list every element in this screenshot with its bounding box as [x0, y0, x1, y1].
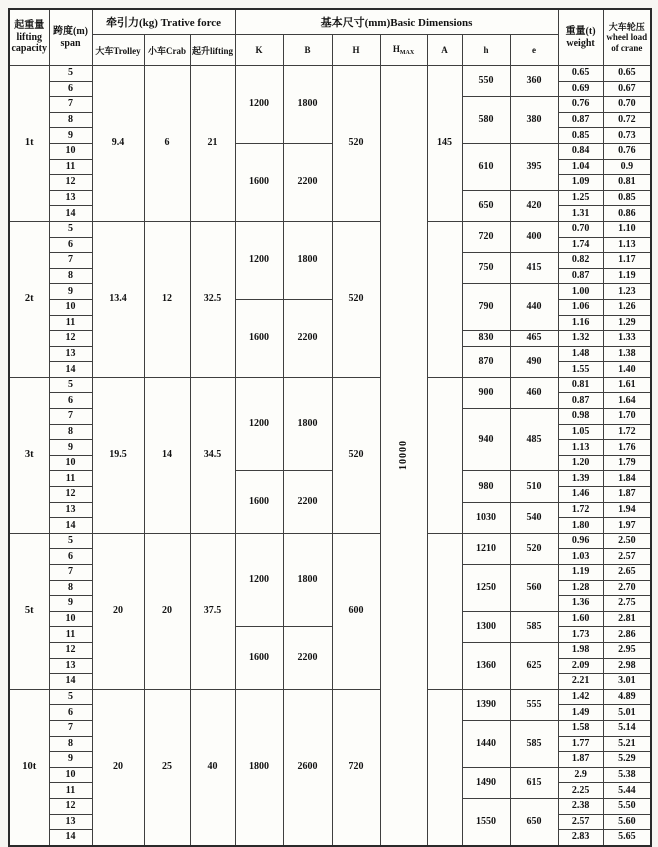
cell-weight: 0.87 — [558, 112, 603, 128]
cell-weight: 2.09 — [558, 658, 603, 674]
cell-trolley: 20 — [92, 533, 144, 689]
cell-span: 9 — [49, 128, 92, 144]
cell-e: 625 — [510, 642, 558, 689]
cell-weight: 1.13 — [558, 440, 603, 456]
cell-B: 2200 — [283, 143, 332, 221]
cell-span: 11 — [49, 159, 92, 175]
cell-span: 6 — [49, 393, 92, 409]
cell-K: 1600 — [235, 471, 283, 533]
cell-K: 1200 — [235, 533, 283, 627]
cell-trolley: 13.4 — [92, 221, 144, 377]
cell-span: 14 — [49, 206, 92, 222]
cell-wheel-load: 1.17 — [603, 253, 651, 269]
cell-crab: 25 — [144, 689, 190, 845]
cell-wheel-load: 2.65 — [603, 565, 651, 581]
cell-h: 1360 — [462, 642, 510, 689]
cell-weight: 0.69 — [558, 81, 603, 97]
cell-h: 650 — [462, 190, 510, 221]
cell-wheel-load: 4.89 — [603, 689, 651, 705]
cell-h: 870 — [462, 346, 510, 377]
cell-span: 10 — [49, 299, 92, 315]
cell-h: 790 — [462, 284, 510, 331]
cell-wheel-load: 2.86 — [603, 627, 651, 643]
cell-crab: 6 — [144, 66, 190, 222]
cell-weight: 0.98 — [558, 409, 603, 425]
table-row — [9, 377, 651, 393]
cell-weight: 1.36 — [558, 596, 603, 612]
cell-K: 1600 — [235, 299, 283, 377]
cell-wheel-load: 1.97 — [603, 518, 651, 534]
cell-weight: 0.87 — [558, 393, 603, 409]
header-dim-Hmax: $H_{MAX}$ — [380, 35, 427, 66]
cell-Hmax — [380, 66, 427, 846]
cell-wheel-load: 1.10 — [603, 221, 651, 237]
cell-A — [427, 221, 462, 377]
cell-span: 10 — [49, 143, 92, 159]
cell-H: 720 — [332, 689, 380, 845]
cell-lifting: 21 — [190, 66, 235, 222]
cell-e: 415 — [510, 253, 558, 284]
cell-wheel-load: 2.50 — [603, 533, 651, 549]
cell-weight: 0.70 — [558, 221, 603, 237]
cell-span: 8 — [49, 268, 92, 284]
cell-h: 1390 — [462, 689, 510, 720]
cell-wheel-load: 0.72 — [603, 112, 651, 128]
cell-e: 460 — [510, 377, 558, 408]
cell-h: 720 — [462, 221, 510, 252]
cell-h: 1490 — [462, 767, 510, 798]
cell-K: 1200 — [235, 66, 283, 144]
cell-span: 9 — [49, 596, 92, 612]
cell-wheel-load: 5.38 — [603, 767, 651, 783]
cell-weight: 0.85 — [558, 128, 603, 144]
cell-weight: 1.25 — [558, 190, 603, 206]
cell-A — [427, 377, 462, 533]
cell-wheel-load: 0.85 — [603, 190, 651, 206]
cell-wheel-load: 1.19 — [603, 268, 651, 284]
cell-wheel-load: 5.14 — [603, 720, 651, 736]
cell-crab: 20 — [144, 533, 190, 689]
cell-H: 520 — [332, 221, 380, 377]
cell-h: 940 — [462, 409, 510, 471]
cell-wheel-load: 1.61 — [603, 377, 651, 393]
cell-weight: 1.32 — [558, 331, 603, 347]
header-basic-dimensions: 基本尺寸(mm)Basic Dimensions — [235, 9, 558, 35]
cell-wheel-load: 1.64 — [603, 393, 651, 409]
cell-span: 5 — [49, 66, 92, 82]
cell-K: 1800 — [235, 689, 283, 845]
cell-e: 440 — [510, 284, 558, 331]
cell-span: 11 — [49, 471, 92, 487]
cell-span: 7 — [49, 720, 92, 736]
cell-weight: 1.16 — [558, 315, 603, 331]
cell-wheel-load: 2.70 — [603, 580, 651, 596]
cell-H: 600 — [332, 533, 380, 689]
table-body — [9, 66, 651, 846]
cell-weight: 1.46 — [558, 487, 603, 503]
cell-weight: 0.65 — [558, 66, 603, 82]
cell-wheel-load: 1.13 — [603, 237, 651, 253]
cell-weight: 1.60 — [558, 611, 603, 627]
cell-e: 490 — [510, 346, 558, 377]
cell-span: 7 — [49, 409, 92, 425]
cell-wheel-load: 1.38 — [603, 346, 651, 362]
cell-wheel-load: 1.70 — [603, 409, 651, 425]
cell-B: 2200 — [283, 471, 332, 533]
cell-h: 900 — [462, 377, 510, 408]
table-row — [9, 533, 651, 549]
cell-e: 510 — [510, 471, 558, 502]
cell-weight: 0.96 — [558, 533, 603, 549]
cell-wheel-load: 5.01 — [603, 705, 651, 721]
cell-weight: 1.48 — [558, 346, 603, 362]
cell-weight: 2.83 — [558, 830, 603, 846]
cell-lifting: 37.5 — [190, 533, 235, 689]
cell-weight: 1.03 — [558, 549, 603, 565]
cell-h: 1210 — [462, 533, 510, 564]
cell-weight: 0.81 — [558, 377, 603, 393]
cell-span: 5 — [49, 533, 92, 549]
header-lifting-capacity: 起重量 lifting capacity — [9, 9, 49, 66]
crane-spec-table — [8, 8, 652, 847]
cell-e: 585 — [510, 611, 558, 642]
cell-wheel-load: 1.94 — [603, 502, 651, 518]
cell-span: 13 — [49, 346, 92, 362]
cell-wheel-load: 5.29 — [603, 752, 651, 768]
header-dim-H: H — [332, 35, 380, 66]
cell-weight: 1.58 — [558, 720, 603, 736]
cell-capacity: 3t — [9, 377, 49, 533]
cell-wheel-load: 0.70 — [603, 97, 651, 113]
cell-e: 420 — [510, 190, 558, 221]
cell-A: 145 — [427, 66, 462, 222]
cell-H: 520 — [332, 377, 380, 533]
cell-span: 13 — [49, 658, 92, 674]
cell-wheel-load: 5.60 — [603, 814, 651, 830]
cell-span: 12 — [49, 642, 92, 658]
cell-B: 1800 — [283, 66, 332, 144]
cell-capacity: 10t — [9, 689, 49, 845]
table-header — [9, 9, 651, 66]
cell-span: 6 — [49, 81, 92, 97]
cell-e: 540 — [510, 502, 558, 533]
cell-span: 11 — [49, 627, 92, 643]
cell-e: 615 — [510, 767, 558, 798]
cell-h: 550 — [462, 66, 510, 97]
cell-span: 5 — [49, 377, 92, 393]
table-row — [9, 689, 651, 705]
header-tractive-force: 牵引力(kg) Trative force — [92, 9, 235, 35]
cell-weight: 1.73 — [558, 627, 603, 643]
cell-lifting: 40 — [190, 689, 235, 845]
cell-span: 8 — [49, 112, 92, 128]
cell-weight: 1.31 — [558, 206, 603, 222]
cell-e: 360 — [510, 66, 558, 97]
cell-span: 13 — [49, 190, 92, 206]
cell-wheel-load: 2.98 — [603, 658, 651, 674]
cell-B: 1800 — [283, 221, 332, 299]
cell-e: 395 — [510, 143, 558, 190]
cell-wheel-load: 1.84 — [603, 471, 651, 487]
table-row — [9, 66, 651, 82]
cell-e: 650 — [510, 798, 558, 845]
cell-span: 6 — [49, 705, 92, 721]
cell-span: 12 — [49, 175, 92, 191]
cell-e: 585 — [510, 720, 558, 767]
cell-span: 10 — [49, 767, 92, 783]
cell-weight: 1.05 — [558, 424, 603, 440]
header-dim-e: e — [510, 35, 558, 66]
cell-weight: 1.49 — [558, 705, 603, 721]
cell-wheel-load: 1.40 — [603, 362, 651, 378]
cell-weight: 2.21 — [558, 674, 603, 690]
cell-e: 560 — [510, 565, 558, 612]
cell-wheel-load: 5.50 — [603, 798, 651, 814]
cell-span: 5 — [49, 689, 92, 705]
cell-capacity: 2t — [9, 221, 49, 377]
header-trolley: 大车Trolley — [92, 35, 144, 66]
cell-wheel-load: 3.01 — [603, 674, 651, 690]
cell-e: 400 — [510, 221, 558, 252]
cell-capacity: 5t — [9, 533, 49, 689]
cell-span: 8 — [49, 736, 92, 752]
cell-e: 465 — [510, 331, 558, 347]
cell-weight: 1.20 — [558, 455, 603, 471]
cell-weight: 2.38 — [558, 798, 603, 814]
cell-B: 2200 — [283, 627, 332, 689]
cell-e: 520 — [510, 533, 558, 564]
cell-weight: 1.42 — [558, 689, 603, 705]
cell-wheel-load: 1.79 — [603, 455, 651, 471]
cell-span: 12 — [49, 798, 92, 814]
hmax-vertical-value: 10000 — [397, 440, 409, 471]
cell-B: 1800 — [283, 377, 332, 471]
cell-B: 2200 — [283, 299, 332, 377]
header-dim-h: h — [462, 35, 510, 66]
cell-span: 6 — [49, 237, 92, 253]
cell-span: 12 — [49, 331, 92, 347]
cell-wheel-load: 0.67 — [603, 81, 651, 97]
cell-wheel-load: 2.57 — [603, 549, 651, 565]
header-span: 跨度(m) span — [49, 9, 92, 66]
table-row — [9, 221, 651, 237]
header-weight: 重量(t) weight — [558, 9, 603, 66]
cell-e: 555 — [510, 689, 558, 720]
cell-crab: 12 — [144, 221, 190, 377]
cell-weight: 1.80 — [558, 518, 603, 534]
cell-wheel-load: 1.29 — [603, 315, 651, 331]
cell-weight: 1.04 — [558, 159, 603, 175]
cell-K: 1600 — [235, 627, 283, 689]
cell-span: 7 — [49, 97, 92, 113]
cell-wheel-load: 0.73 — [603, 128, 651, 144]
cell-span: 14 — [49, 518, 92, 534]
cell-trolley: 9.4 — [92, 66, 144, 222]
cell-span: 14 — [49, 674, 92, 690]
cell-h: 1550 — [462, 798, 510, 845]
cell-weight: 1.39 — [558, 471, 603, 487]
cell-span: 10 — [49, 611, 92, 627]
cell-wheel-load: 5.44 — [603, 783, 651, 799]
cell-weight: 1.55 — [558, 362, 603, 378]
cell-A — [427, 533, 462, 689]
cell-span: 14 — [49, 362, 92, 378]
header-crab: 小车Crab — [144, 35, 190, 66]
cell-wheel-load: 0.76 — [603, 143, 651, 159]
cell-wheel-load: 2.95 — [603, 642, 651, 658]
cell-weight: 2.57 — [558, 814, 603, 830]
cell-span: 13 — [49, 502, 92, 518]
cell-span: 6 — [49, 549, 92, 565]
cell-weight: 1.74 — [558, 237, 603, 253]
cell-h: 1250 — [462, 565, 510, 612]
cell-span: 14 — [49, 830, 92, 846]
cell-wheel-load: 1.33 — [603, 331, 651, 347]
cell-lifting: 34.5 — [190, 377, 235, 533]
header-lifting: 起升lifting — [190, 35, 235, 66]
header-wheel-load: 大车轮压 wheel load of crane — [603, 9, 651, 66]
cell-span: 9 — [49, 440, 92, 456]
cell-span: 9 — [49, 752, 92, 768]
header-dim-B: B — [283, 35, 332, 66]
cell-capacity: 1t — [9, 66, 49, 222]
cell-wheel-load: 1.72 — [603, 424, 651, 440]
cell-h: 1440 — [462, 720, 510, 767]
cell-lifting: 32.5 — [190, 221, 235, 377]
cell-wheel-load: 5.65 — [603, 830, 651, 846]
cell-e: 485 — [510, 409, 558, 471]
cell-weight: 0.87 — [558, 268, 603, 284]
cell-wheel-load: 1.26 — [603, 299, 651, 315]
cell-h: 980 — [462, 471, 510, 502]
cell-h: 830 — [462, 331, 510, 347]
cell-wheel-load: 1.23 — [603, 284, 651, 300]
cell-A — [427, 689, 462, 845]
cell-weight: 1.19 — [558, 565, 603, 581]
header-dim-K: K — [235, 35, 283, 66]
cell-wheel-load: 1.87 — [603, 487, 651, 503]
cell-B: 2600 — [283, 689, 332, 845]
cell-e: 380 — [510, 97, 558, 144]
cell-weight: 1.87 — [558, 752, 603, 768]
cell-weight: 1.06 — [558, 299, 603, 315]
cell-weight: 0.76 — [558, 97, 603, 113]
cell-span: 8 — [49, 580, 92, 596]
cell-span: 9 — [49, 284, 92, 300]
cell-wheel-load: 1.76 — [603, 440, 651, 456]
cell-span: 13 — [49, 814, 92, 830]
cell-weight: 2.9 — [558, 767, 603, 783]
cell-h: 1300 — [462, 611, 510, 642]
cell-wheel-load: 0.86 — [603, 206, 651, 222]
cell-h: 750 — [462, 253, 510, 284]
cell-B: 1800 — [283, 533, 332, 627]
cell-weight: 2.25 — [558, 783, 603, 799]
cell-wheel-load: 0.81 — [603, 175, 651, 191]
cell-trolley: 19.5 — [92, 377, 144, 533]
cell-K: 1200 — [235, 221, 283, 299]
cell-h: 1030 — [462, 502, 510, 533]
cell-span: 11 — [49, 783, 92, 799]
cell-span: 11 — [49, 315, 92, 331]
cell-h: 610 — [462, 143, 510, 190]
cell-weight: 1.98 — [558, 642, 603, 658]
cell-weight: 1.72 — [558, 502, 603, 518]
cell-H: 520 — [332, 66, 380, 222]
cell-wheel-load: 2.81 — [603, 611, 651, 627]
cell-span: 8 — [49, 424, 92, 440]
cell-K: 1200 — [235, 377, 283, 471]
cell-weight: 1.00 — [558, 284, 603, 300]
cell-span: 7 — [49, 565, 92, 581]
cell-h: 580 — [462, 97, 510, 144]
cell-weight: 1.28 — [558, 580, 603, 596]
cell-span: 10 — [49, 455, 92, 471]
cell-weight: 1.09 — [558, 175, 603, 191]
cell-K: 1600 — [235, 143, 283, 221]
cell-weight: 1.77 — [558, 736, 603, 752]
cell-span: 5 — [49, 221, 92, 237]
cell-weight: 0.82 — [558, 253, 603, 269]
cell-crab: 14 — [144, 377, 190, 533]
cell-wheel-load: 0.9 — [603, 159, 651, 175]
header-dim-A: A — [427, 35, 462, 66]
cell-weight: 0.84 — [558, 143, 603, 159]
cell-wheel-load: 0.65 — [603, 66, 651, 82]
cell-trolley: 20 — [92, 689, 144, 845]
cell-span: 7 — [49, 253, 92, 269]
cell-wheel-load: 5.21 — [603, 736, 651, 752]
cell-span: 12 — [49, 487, 92, 503]
cell-wheel-load: 2.75 — [603, 596, 651, 612]
